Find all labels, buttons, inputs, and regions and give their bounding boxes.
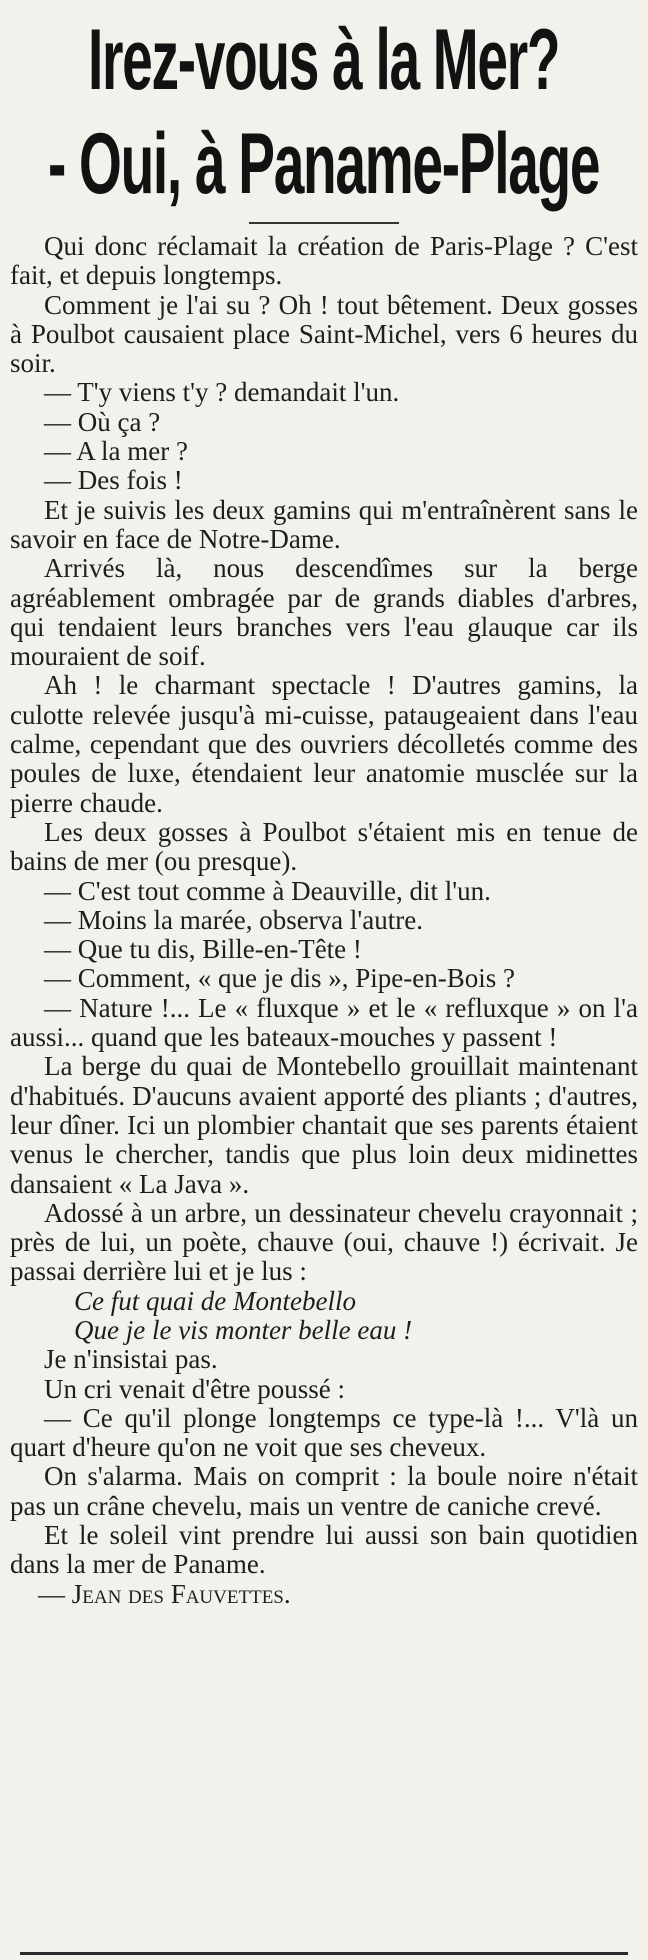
article-paragraph: Et je suivis les deux gamins qui m'entraînèrent sans le savoir en face de Notre-Dame.: [10, 494, 638, 554]
article-paragraph: Les deux gosses à Poulbot s'étaient mis en tenue de bains de mer (ou presque).: [10, 816, 638, 877]
dialogue-line: — Nature !... Le « fluxque » et le « refluxque » on l'a aussi... quand que les bateaux-mouches y passent !: [10, 992, 638, 1053]
headline-line-2: - Oui, à Paname-Plage: [47, 116, 600, 212]
dialogue-line: — Où ça ?: [44, 406, 161, 437]
article-paragraph: La berge du quai de Montebello grouillait maintenant d'habitués. D'aucuns avaient apporté des pliants ; d'autres, leur dîner. Ici un plombier chantait que ses parents étaient venus le chercher, tandis que plus loin deux midinettes dansaient « La Java ».: [10, 1051, 638, 1199]
dialogue-line: — C'est tout comme à Deauville, dit l'un.: [44, 875, 491, 906]
article-paragraph: Comment je l'ai su ? Oh ! tout bêtement. Deux gosses à Poulbot causaient place Saint-Michel, vers 6 heures du soir.: [10, 289, 638, 379]
verse-line: Ce fut quai de Montebello: [74, 1285, 356, 1316]
article-paragraph: Un cri venait d'être poussé :: [44, 1373, 346, 1404]
dialogue-line: — Ce qu'il plonge longtemps ce type-là !... V'là un quart d'heure qu'on ne voit que ses cheveux.: [10, 1402, 638, 1463]
dialogue-line: — Comment, « que je dis », Pipe-en-Bois ?: [44, 963, 515, 994]
dialogue-line: — Moins la marée, observa l'autre.: [44, 904, 423, 935]
headline-divider: [249, 222, 399, 224]
headline-line-1: Irez-vous à la Mer?: [87, 12, 560, 108]
article-paragraph: On s'alarma. Mais on comprit : la boule noire n'était pas un crâne chevelu, mais un ventre de caniche crevé.: [10, 1461, 638, 1521]
headline: [10, 8, 638, 216]
verse-line: Que je le vis monter belle eau !: [74, 1314, 413, 1345]
column-bottom-rule: [20, 1952, 628, 1955]
dialogue-line: — Que tu dis, Bille-en-Tête !: [44, 934, 362, 965]
article-paragraph: Qui donc réclamait la création de Paris-Plage ? C'est fait, et depuis longtemps.: [10, 231, 638, 291]
article-paragraph: Arrivés là, nous descendîmes sur la berge agréablement ombragée par de grands diables d'arbres, qui tendaient leurs branches vers l'eau glauque car ils mouraient de soif.: [10, 553, 638, 672]
article-paragraph: Et le soleil vint prendre lui aussi son bain quotidien dans la mer de Paname.: [10, 1520, 638, 1580]
author-signature: — Jean des Fauvettes.: [38, 1578, 291, 1609]
dialogue-line: — Des fois !: [44, 465, 183, 496]
dialogue-line: — A la mer ?: [44, 436, 188, 467]
dialogue-line: — T'y viens t'y ? demandait l'un.: [44, 377, 400, 408]
article-body: [10, 232, 638, 1609]
article-paragraph: Adossé à un arbre, un dessinateur chevelu crayonnait ; près de lui, un poète, chauve (oui, chauve !) écrivait. Je passai derrière lui et je lus :: [10, 1197, 638, 1287]
article-paragraph: Ah ! le charmant spectacle ! D'autres gamins, la culotte relevée jusqu'à mi-cuisse, pataugeaient dans l'eau calme, cependant que des ouvriers décolletés comme des poules de luxe, étendaient leur anatomie musclée sur la pierre chaude.: [10, 670, 638, 818]
article-paragraph: Je n'insistai pas.: [44, 1344, 218, 1375]
